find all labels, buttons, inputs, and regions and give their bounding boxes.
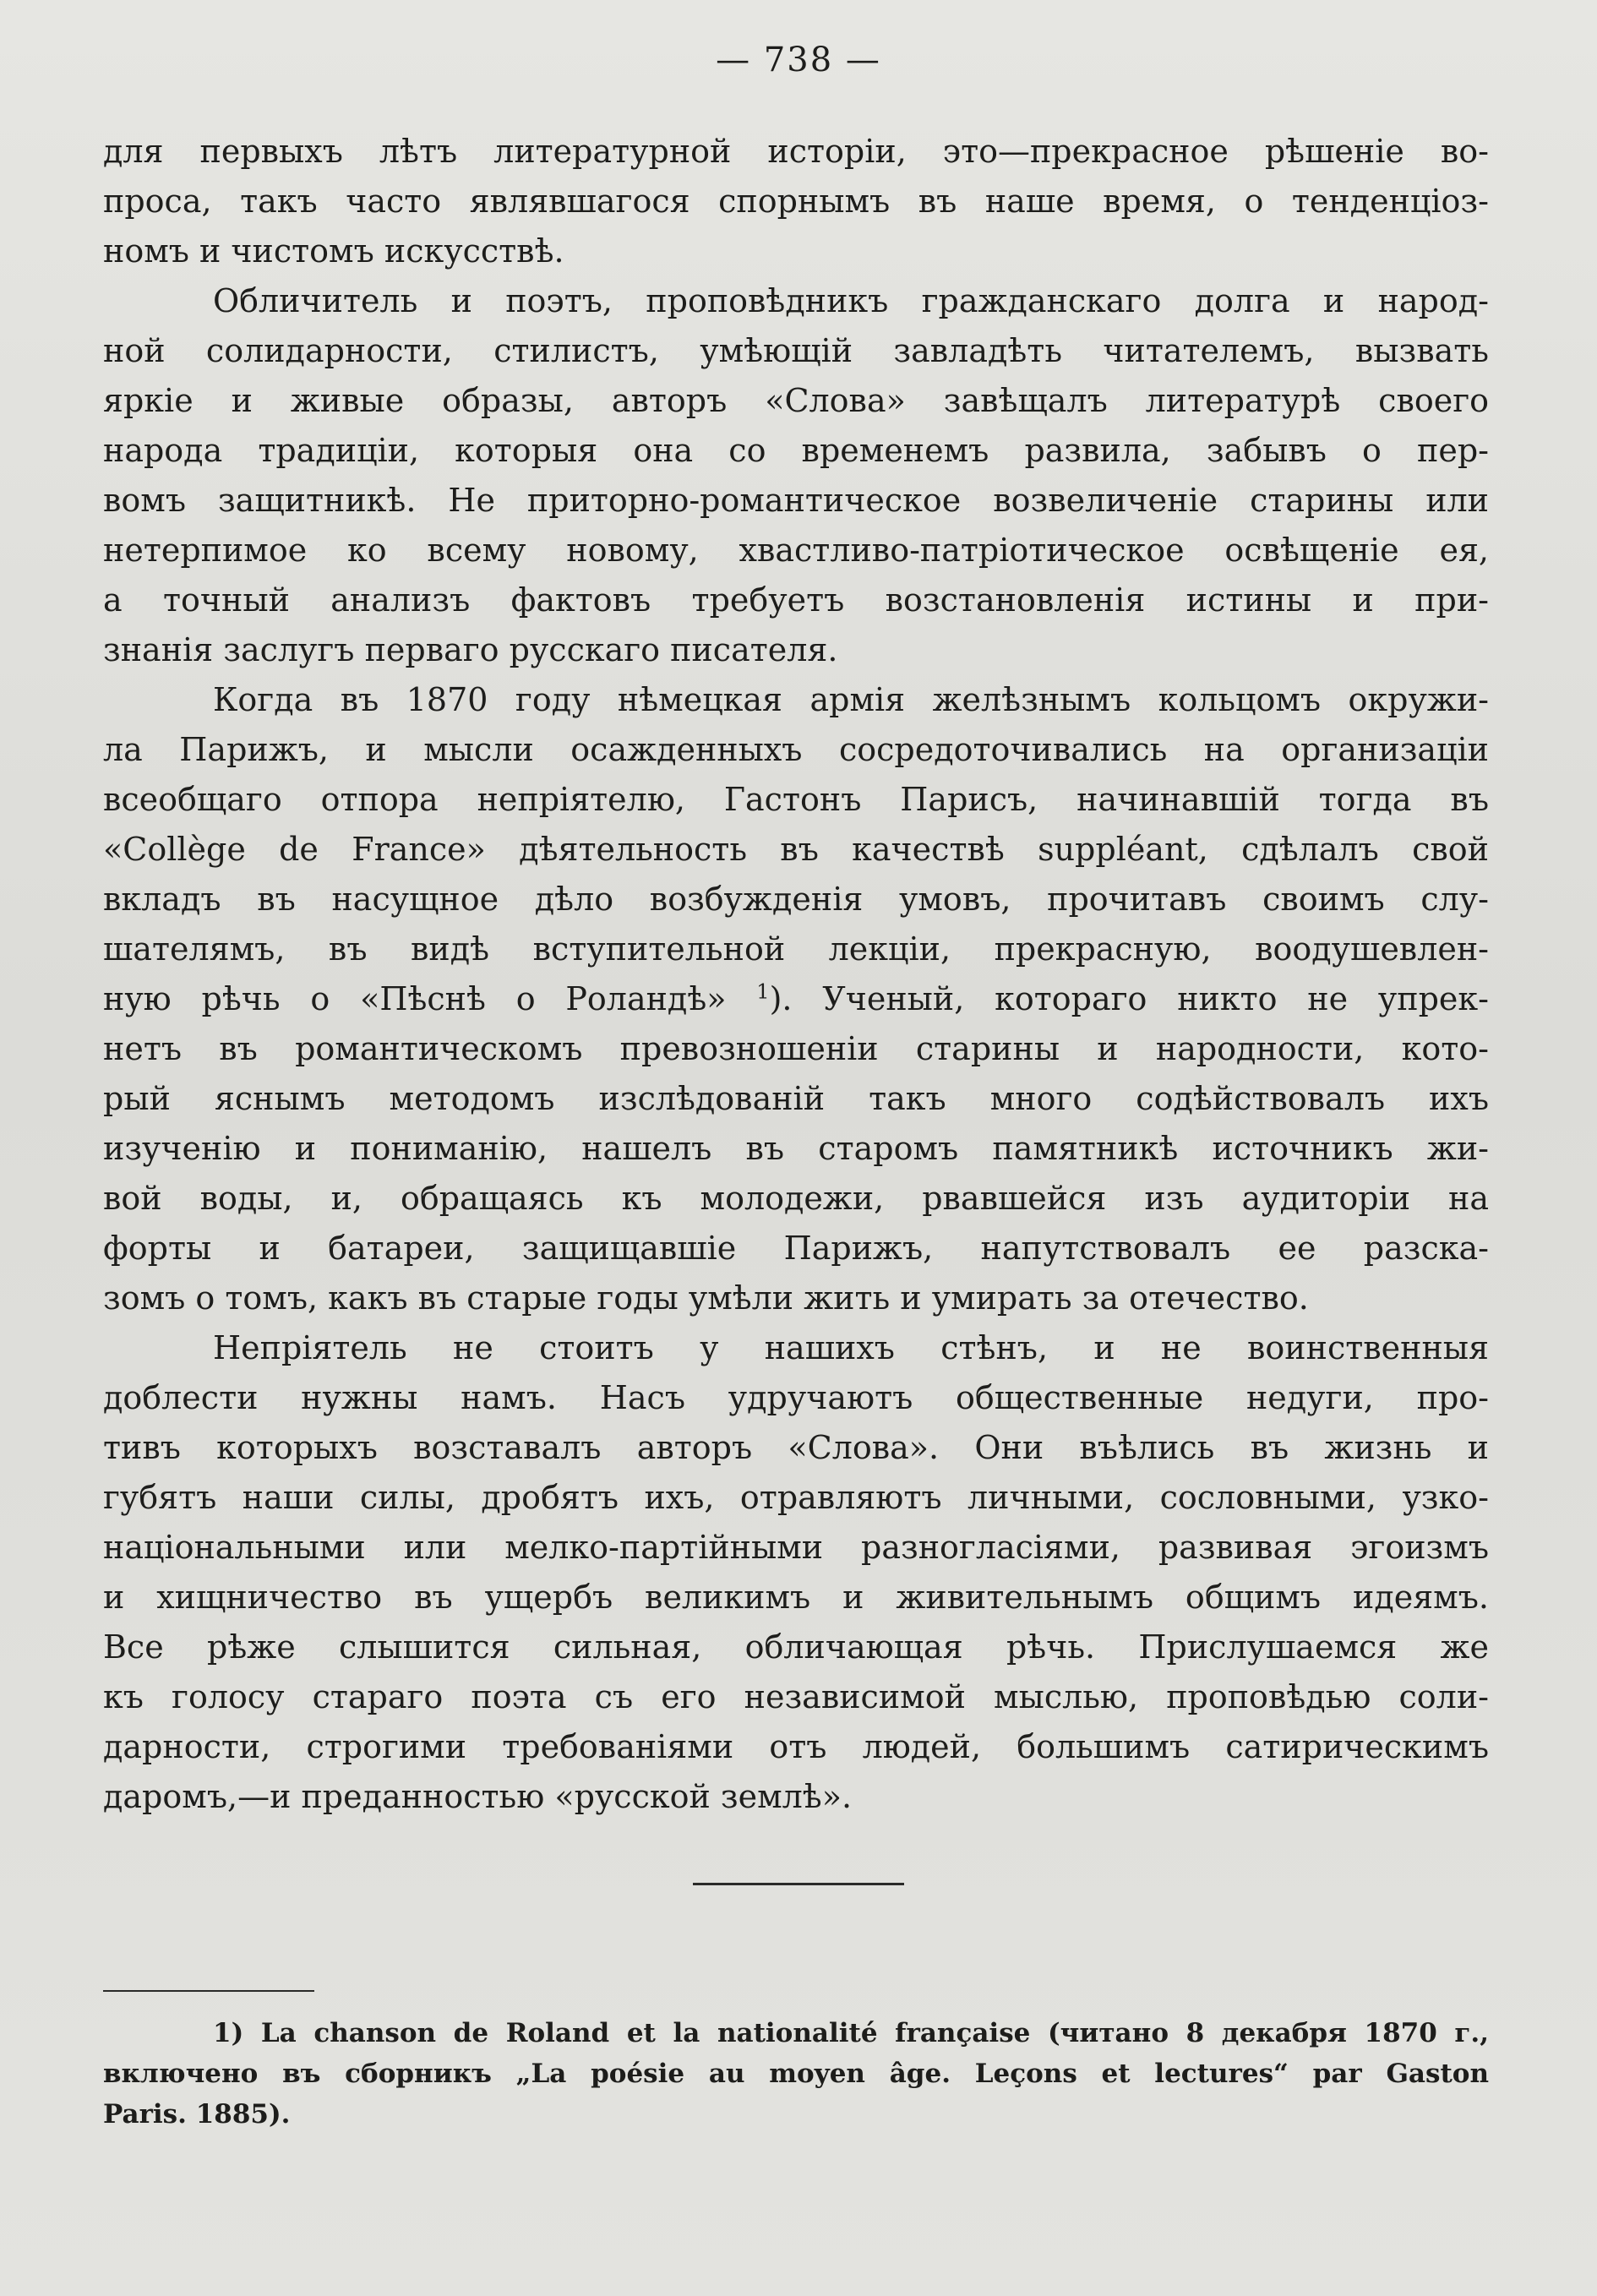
text-line-with-footnote [103,974,1489,1024]
text-line: для первыхъ лѣтъ литературной исторіи, это—прекрасное рѣшеніе во- [103,133,1489,170]
footnote-line: включено въ сборникъ „La poésie au moyen âge. Leçons et lectures“ par Gaston [103,2059,1489,2089]
text-line: нетъ въ романтическомъ превозношеніи старины и народности, кото- [103,1030,1489,1067]
footnote-line: Paris. 1885). [103,2099,291,2130]
text-line: нетерпимое ко всему новому, хвастливо-патріотическое освѣщеніе ея, [103,532,1489,569]
paragraph [103,276,1489,675]
footnote-marker: 1) [213,2018,244,2048]
text-line: губятъ наши силы, дробятъ ихъ, отравляютъ личными, сословными, узко- [103,1479,1489,1516]
page-number: — 738 — [716,41,881,79]
paragraph [103,675,1489,1323]
text-line: даромъ,—и преданностью «русской землѣ». [103,1778,853,1815]
text-line: Обличитель и поэтъ, проповѣдникъ гражданскаго долга и народ- [213,282,1489,319]
text-segment: ). Ученый, котораго никто не упрек- [769,980,1489,1017]
text-line: доблести нужны намъ. Насъ удручаютъ общественные недуги, про- [103,1379,1489,1416]
text-line: къ голосу стараго поэта съ его независимой мыслью, проповѣдью соли- [103,1678,1489,1715]
text-line: тивъ которыхъ возставалъ авторъ «Слова». Они въѣлись въ жизнь и [103,1429,1489,1466]
text-line: а точный анализъ фактовъ требуетъ возстановленія истины и при- [103,581,1489,619]
text-line: проса, такъ часто являвшагося спорнымъ въ наше время, о тенденціоз- [103,183,1489,220]
text-line: вой воды, и, обращаясь къ молодежи, рвавшейся изъ аудиторіи на [103,1180,1489,1217]
text-line: форты и батареи, защищавшіе Парижъ, напутствовалъ ее разска- [103,1230,1489,1267]
text-line: національными или мелко-партійными разногласіями, развивая эгоизмъ [103,1529,1489,1566]
text-line: всеобщаго отпора непріятелю, Гастонъ Парисъ, начинавшій тогда въ [103,781,1489,818]
text-line: шателямъ, въ видѣ вступительной лекціи, прекрасную, воодушевлен- [103,930,1489,968]
footnote [103,2013,1489,2135]
text-line: Когда въ 1870 году нѣмецкая армія желѣзнымъ кольцомъ окружи- [213,681,1489,718]
text-line: знанія заслугъ перваго русскаго писателя. [103,631,838,668]
section-separator [693,1883,904,1885]
text-line: народа традиціи, которыя она со временемъ развила, забывъ о пер- [103,432,1489,469]
text-line: зомъ о томъ, какъ въ старые годы умѣли жить и умирать за отечество. [103,1279,1309,1317]
text-line: номъ и чистомъ искусствѣ. [103,232,564,270]
text-segment: ную рѣчь о «Пѣснѣ о Роландѣ» [103,980,727,1017]
footnote-text: La chanson de Roland et la nationalité française (читано 8 декабря 1870 г., [260,2018,1489,2048]
paragraph [103,1323,1489,1822]
text-line: и хищничество въ ущербъ великимъ и живительнымъ общимъ идеямъ. [103,1579,1489,1616]
text-line: дарности, строгими требованіями отъ людей, большимъ сатирическимъ [103,1728,1489,1765]
footnote-line [103,2013,1489,2053]
text-line: «Collège de France» дѣятельность въ качествѣ suppléant, сдѣлалъ свой [103,831,1489,868]
footnote-reference[interactable]: 1 [756,979,770,1004]
text-line: изученію и пониманію, нашелъ въ старомъ памятникѣ источникъ жи- [103,1130,1489,1167]
text-line: рый яснымъ методомъ изслѣдованій такъ много содѣйствовалъ ихъ [103,1080,1489,1117]
text-line: яркіе и живые образы, авторъ «Слова» завѣщалъ литературѣ своего [103,382,1489,419]
text-line: ла Парижъ, и мысли осажденныхъ сосредоточивались на организаціи [103,731,1489,768]
text-line: Непріятель не стоитъ у нашихъ стѣнъ, и не воинственныя [213,1329,1489,1366]
text-line: вомъ защитникѣ. Не приторно-романтическое возвеличеніе старины или [103,482,1489,519]
paragraph [103,127,1489,276]
footnote-rule [103,1990,314,1992]
text-line: Все рѣже слышится сильная, обличающая рѣчь. Прислушаемся же [103,1628,1489,1666]
text-line: вкладъ въ насущное дѣло возбужденія умовъ, прочитавъ своимъ слу- [103,881,1489,918]
text-line: ной солидарности, стилистъ, умѣющій завладѣть читателемъ, вызвать [103,332,1489,369]
body-text [103,127,1489,1822]
